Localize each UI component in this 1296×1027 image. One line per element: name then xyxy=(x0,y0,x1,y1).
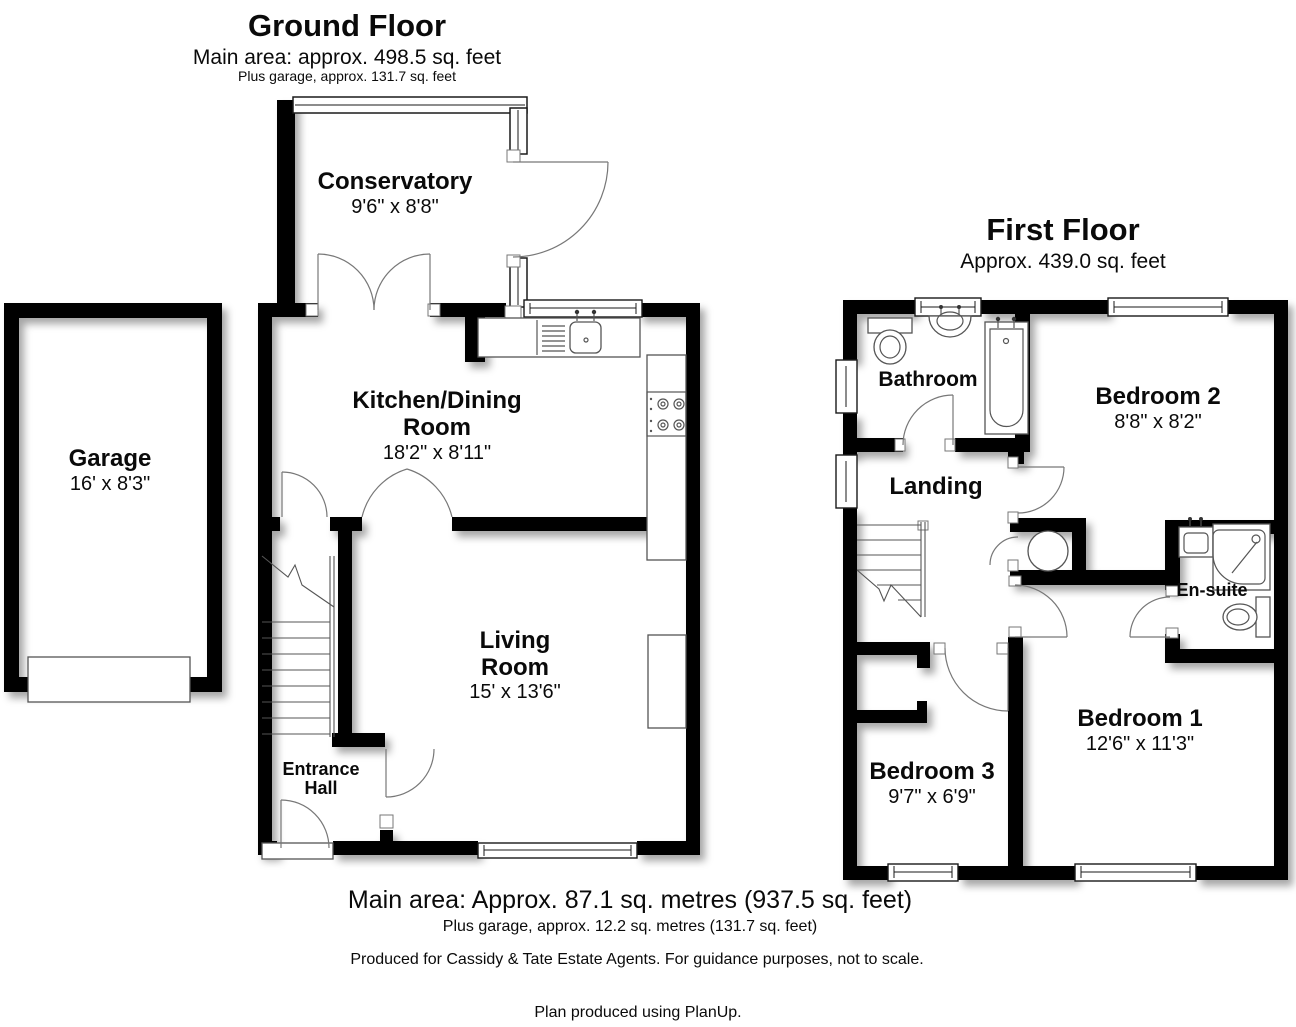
staircase-first-floor xyxy=(857,522,925,617)
water-cylinder-icon xyxy=(1028,531,1068,571)
footer-credit: Plan produced using PlanUp. xyxy=(534,1004,742,1021)
wall-jamb xyxy=(505,306,521,319)
ensuite-door xyxy=(1130,597,1170,637)
room-label-bedroom3: Bedroom 3 xyxy=(869,758,995,785)
footer-garage-note: Plus garage, approx. 12.2 sq. metres (131.7 sq. feet) xyxy=(442,918,818,935)
wall-jamb xyxy=(1009,627,1021,637)
ground-floor-doors xyxy=(281,162,608,848)
footer-disclaimer: Produced for Cassidy & Tate Estate Agents. For guidance purposes, not to scale. xyxy=(350,951,924,968)
bathroom-side-window xyxy=(836,360,857,413)
kitchen-window xyxy=(524,300,642,317)
bedroom3-window xyxy=(888,864,958,881)
room-label-bedroom2: Bedroom 2 xyxy=(1095,383,1221,410)
wall-jamb xyxy=(1008,560,1018,571)
bathroom-window xyxy=(915,298,981,316)
wall-jamb xyxy=(306,304,318,316)
room-label-garage: Garage xyxy=(68,445,152,472)
wall-jamb xyxy=(380,815,393,828)
entrance-threshold xyxy=(262,843,333,859)
ground-floor-title: Ground Floor xyxy=(247,8,447,43)
kitchen-counter xyxy=(647,355,686,560)
room-dims-bedroom3: 9'7" x 6'9" xyxy=(888,786,976,808)
footer-main-area: Main area: Approx. 87.1 sq. metres (937.5 sq. feet) xyxy=(347,886,913,914)
room-label-bedroom1: Bedroom 1 xyxy=(1077,705,1203,732)
room-label-entrance-line2: Hall xyxy=(304,778,338,798)
room-label-landing: Landing xyxy=(889,473,983,500)
ensuite-toilet-icon xyxy=(1223,597,1270,637)
ground-floor-area-note: Plus garage, approx. 131.7 sq. feet xyxy=(238,68,456,84)
room-dims-kitchen: 18'2" x 8'11" xyxy=(382,442,492,464)
living-room-window xyxy=(478,843,637,858)
room-dims-living: 15' x 13'6" xyxy=(469,681,561,703)
bedroom2-door xyxy=(1018,467,1064,513)
landing-side-window xyxy=(836,455,857,508)
ground-floor-area: Main area: approx. 498.5 sq. feet xyxy=(192,46,502,69)
staircase-ground-floor xyxy=(262,556,334,737)
first-floor-area: Approx. 439.0 sq. feet xyxy=(960,250,1166,273)
bedroom1-window xyxy=(1075,864,1196,881)
kitchen-door xyxy=(282,472,327,517)
garage-door xyxy=(28,657,190,702)
conservatory-french-doors xyxy=(318,254,430,310)
room-dims-bedroom2: 8'8" x 8'2" xyxy=(1114,411,1202,433)
room-label-living-line1: Living xyxy=(479,627,551,654)
bathroom-door xyxy=(903,395,953,445)
room-dims-bedroom1: 12'6" x 11'3" xyxy=(1085,733,1195,755)
room-label-entrance-line1: Entrance xyxy=(282,759,360,779)
living-room-door xyxy=(386,749,434,797)
first-floor-title: First Floor xyxy=(986,212,1140,247)
room-label-kitchen-line2: Room xyxy=(403,414,471,441)
footer xyxy=(348,886,924,1021)
bedroom3-door xyxy=(945,648,1008,711)
wall-jamb xyxy=(997,643,1008,654)
chimney-recess xyxy=(648,635,686,728)
room-label-conservatory: Conservatory xyxy=(317,168,473,195)
bedroom1-door xyxy=(1015,585,1067,637)
conservatory-exterior-door xyxy=(513,162,608,257)
first-floor-plan xyxy=(836,212,1288,881)
front-door xyxy=(281,800,329,848)
room-label-living-line2: Room xyxy=(481,654,549,681)
ground-floor-plan xyxy=(4,8,700,859)
wall-jamb xyxy=(1008,512,1018,523)
room-label-bathroom: Bathroom xyxy=(878,368,978,391)
bedroom2-window xyxy=(1108,298,1228,316)
toilet-icon xyxy=(868,318,912,364)
kitchen-double-doors xyxy=(362,469,452,517)
wall-jamb xyxy=(1008,457,1018,468)
room-dims-conservatory: 9'6" x 8'8" xyxy=(351,196,439,218)
room-label-ensuite: En-suite xyxy=(1176,580,1248,600)
room-label-kitchen-line1: Kitchen/Dining xyxy=(352,387,522,414)
room-dims-garage: 16' x 8'3" xyxy=(69,473,151,495)
wall-jamb xyxy=(934,643,945,654)
bath-icon xyxy=(985,317,1028,434)
